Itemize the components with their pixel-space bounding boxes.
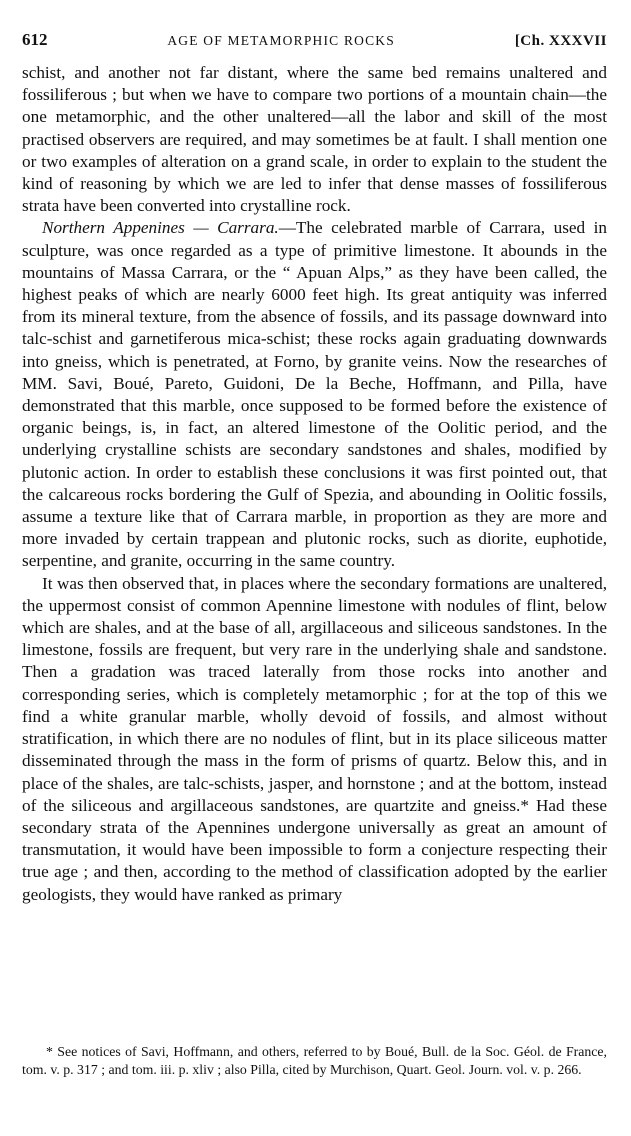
paragraph-1: schist, and another not far distant, where the same bed remains unaltered and fossiliferous ; but when we have to compare two portions of a mountain chain—the one metamorphic, and the other unaltered—all the labor and skill of the most practised observers are required, and may sometimes be at fault. I shall mention one or two examples of alteration on a grand scale, in order to explain to the student the kind of reasoning by which we are led to infer that dense masses of fossiliferous strata have been converted into crystalline rock. — [22, 63, 607, 216]
chapter-reference: [Ch. XXXVII — [514, 33, 607, 49]
paragraph-3: It was then observed that, in places where the secondary formations are unaltered, the uppermost consist of common Apennine limestone with nodules of flint, below which are shales, and at the base of all, argillaceous and siliceous sandstones. In the limestone, fossils are frequent, but very rare in the underlying shale and sandstone. Then a gradation was traced laterally from those rocks into another and corresponding series, which is completely metamorphic ; for at the top of this we find a white granular marble, wholly devoid of fossils, and almost without stratification, in which there are no nodules of flint, but in its place siliceous matter disseminated through the mass in the form of prisms of quartz. Below this, and in place of the shales, are talc-schists, jasper, and hornstone ; and at the bottom, instead of the siliceous and argillaceous sandstones, are quartzite and gneiss.* Had these secondary strata of the Apennines undergone universally as great an amount of transmutation, it would have been impossible to form a conjecture respecting their true age ; and then, according to the method of classification adopted by the earlier geologists, they would have ranked as primary — [22, 573, 607, 904]
book-page — [22, 30, 607, 906]
page-header — [22, 30, 607, 56]
page-number: 612 — [22, 30, 48, 49]
footnote: * See notices of Savi, Hoffmann, and others, referred to by Boué, Bull. de la Soc. Géol. de France, tom. v. p. 317 ; and tom. iii. p. xliv ; also Pilla, cited by Murchison, Quart. Geol. Journ. vol. v. p. 266. — [22, 1044, 607, 1077]
running-title: AGE OF METAMORPHIC ROCKS — [167, 33, 395, 48]
paragraph-2-heading: Northern Appenines — Carrara. — [42, 218, 279, 238]
body-text — [22, 62, 607, 906]
paragraph-2-text: —The celebrated marble of Carrara, used in sculpture, was once regarded as a type of primitive limestone. It abounds in the mountains of Massa Carrara, or the “ Apuan Alps,” as they have been called, the highest peaks of which are nearly 6000 feet high. Its great antiquity was inferred from its mineral texture, from the absence of fossils, and its passage downward into talc-schist and garnetiferous mica-schist; these rocks again graduating downwards into gneiss, which is penetrated, at Forno, by granite veins. Now the researches of MM. Savi, Boué, Pareto, Guidoni, De la Beche, Hoffmann, and Pilla, have demonstrated that this marble, once supposed to be formed before the existence of organic beings, is, in fact, an altered limestone of the Oolitic period, and the underlying crystalline schists are secondary sandstones and shales, modified by plutonic action. In order to establish these conclusions it was first pointed out, that the calcareous rocks bordering the Gulf of Spezia, and abounding in Oolitic fossils, assume a texture like that of Carrara marble, in proportion as they are more and more invaded by certain trappean and plutonic rocks, such as diorite, euphotide, serpentine, and granite, occurring in the same country. — [22, 218, 607, 571]
paragraph-2 — [22, 217, 607, 572]
